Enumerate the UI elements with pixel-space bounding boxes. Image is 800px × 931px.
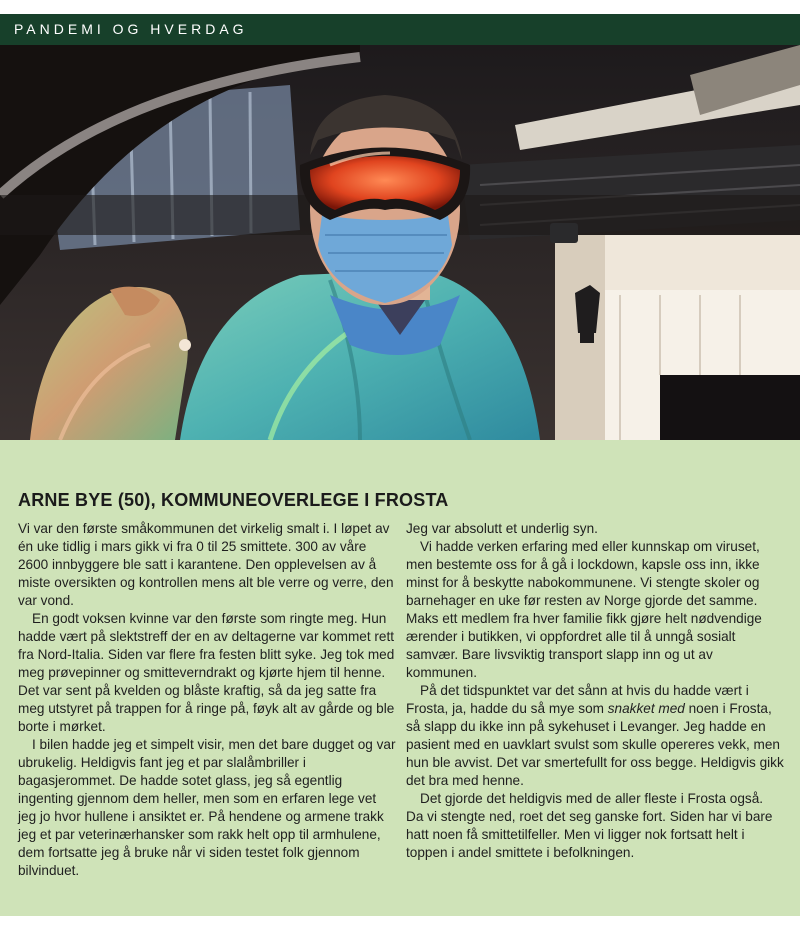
paragraph: Vi hadde verken erfaring med eller kunnskap om viruset, men bestemte oss for å gå i lockdown, kapsle oss inn, ikke minst for å beskytte nabokommunene. Vi stengte skoler og barnehager en uke før resten av Norge gjorde det samme. Maks ett medlem fra hver familie fikk gjøre helt nødvendige ærender i butikken, vi oppfordret alle til å unngå sosialt samvær. Bare livsviktig transport slapp inn og ut av kommunen. [406,539,762,680]
paragraph-emphasis: snakket med [607,701,685,716]
section-label: PANDEMI OG HVERDAG [14,21,248,37]
article-headline: ARNE BYE (50), KOMMUNEOVERLEGE I FROSTA [18,490,449,510]
paragraph: En godt voksen kvinne var den første som ringte meg. Hun hadde vært på slektstreff der en av deltagerne var kommet rett fra Nord-Italia. Siden var flere fra festen blitt syke. Jeg tok med meg prøvepinner og smitteverndrakt og kjørte hjem til henne. Det var sent på kvelden og blåste kraftig, så da jeg satte fra meg utstyret på trappen for å ringe på, føyk alt av gårde og ble borte i mørket. [18,611,395,734]
paragraph-continuation: Jeg var absolutt et underlig syn. [406,521,598,536]
paragraph-text: noen i Frosta, så slapp du ikke inn på sykehuset i Levanger. Jeg hadde en pasient med en uavklart svulst som skulle opereres vekk, men hun ble avvist. Det var smertefullt for oss begge. Heldigvis gikk det bra med henne. [406,701,784,788]
paragraph-text: På det tidspunktet var det sånn at hvis du hadde vært i Frosta, ja, hadde du så mye som [406,683,749,716]
paragraph: I bilen hadde jeg et simpelt visir, men det bare dugget og var ubrukelig. Heldigvis fant jeg et par slalåmbriller i bagasjerommet. De hadde sotet glass, jeg så egentlig ingenting gjennom dem heller, men som en erfaren lege vet jeg jo hvor hullene i ansiktet er. På hendene og armene trakk jeg et par veterinærhansker som rakk helt opp til armhulene, dem fortsatte jeg å bruke når vi siden testet folk gjennom bilvinduet. [18,737,396,878]
article-body [0,440,800,916]
text-column-left [18,520,396,880]
page-bottom-margin [0,916,800,931]
paragraph: Det gjorde det heldigvis med de aller fleste i Frosta også. Da vi stengte ned, roet det seg ganske fort. Siden har vi bare hatt noen få smittetilfeller. Men vi ligger nok fortsatt helt i toppen i andel smittete i befolkningen. [406,791,773,860]
text-column-right [406,520,784,862]
section-header-bar [0,14,800,45]
paragraph: Vi var den første småkommunen det virkelig smalt i. I løpet av én uke tidlig i mars gikk vi fra 0 til 25 smittete. 300 av våre 2600 innbyggere ble satt i karantene. Den opplevelsen av å miste oversikten og kontrollen mens alt ble verre og verre, den var vond. [18,521,394,608]
paragraph [406,682,784,790]
article-photo [0,45,800,440]
doctor-in-protective-gear-illustration [0,45,800,440]
